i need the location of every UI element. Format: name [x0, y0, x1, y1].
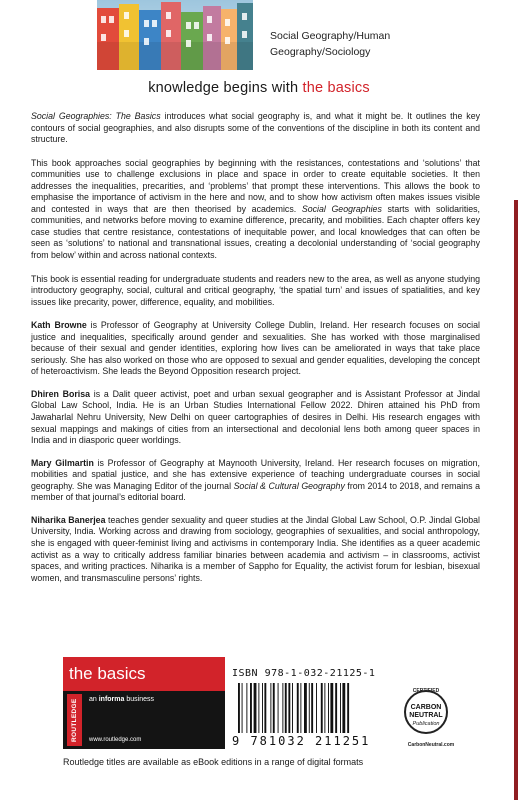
barcode-bar — [297, 683, 299, 733]
barcode-bar — [258, 683, 259, 733]
informa-brand: informa — [98, 696, 125, 703]
barcode-bar — [321, 683, 323, 733]
series-badge: the basics — [63, 657, 225, 691]
badge-top-text: CERTIFIED — [412, 688, 440, 694]
barcode-bar — [330, 683, 333, 733]
tagline-accent: the basics — [302, 80, 370, 96]
description-text: This book approaches social geographies by beginning with the resistances, contestations and ‘solutions’ that communities use to challenge exclusions in place and space in order to create equitable societies. It then addresses the inequalities, precarities, and ‘problems’ that prompt these interventions. This allows the book to emphasise the importance of activism in the here and now, and to show how activism often makes issues visible and contested in ways that are then theorised by academics. — [31, 157, 480, 214]
barcode-bar — [282, 683, 283, 733]
author-name: Niharika Banerjea — [31, 514, 106, 525]
barcode-bar — [254, 683, 257, 733]
barcode-bar — [342, 683, 345, 733]
barcode-bar — [300, 683, 301, 733]
barcode-bar — [340, 683, 341, 733]
routledge-logo: ROUTLEDGE — [67, 694, 82, 746]
barcode-bar — [273, 683, 275, 733]
blurb-body — [31, 111, 480, 595]
author-name: Kath Browne — [31, 320, 87, 331]
author-bio-text: is Professor of Geography at University College Dublin, Ireland. Her research focuses on social justice and inequalities, specifically around gender and sexualities. She has worked with those marginalised because of their sexual and gender identities, exploring how lives can be ameliorated in ways that take place seriously. She has also worked on those who are opposed to sexual and gender equalities, developing the concept of heteroactivism. She leads the Beyond Opposition research project. — [31, 320, 480, 377]
author-bio — [31, 515, 480, 584]
author-bio-text: teaches gender sexuality and queer studies at the Jindal Global Law School, O.P. Jindal Global University, India. Working across and drawing from sociology, geographies of sexualities, and social anthropology, she is engaged with queer-feminist living and activisms in contemporary India. She identifies as a queer academic activist as a way to critically address familiar binaries between academia and activism – in classrooms, activist spaces, and writing practices. Niharika is a member of Sappho for Equality, the activist forum for lesbian, bisexual women, and transmasculine persons’ rights. — [31, 514, 480, 583]
description-text: starts with solidarities, communities, and networks before moving to examine difference, precarity, and mobilities. Each chapter offers key case studies that centre resistance, contestations of inequitable power, and local knowledges that can often be seen as ‘solutions’ to national and transnational issues, creating a decolonial understanding of ‘social geography from below’ within and across national contexts. — [31, 203, 480, 261]
author-bio — [31, 389, 480, 447]
barcode-digits: 9 781032 211251 — [232, 734, 371, 748]
barcode-bar — [288, 683, 290, 733]
barcode-bar — [264, 683, 266, 733]
barcode-bar — [278, 683, 279, 733]
author-bio — [31, 458, 480, 504]
barcode-bar — [311, 683, 313, 733]
series-tagline — [0, 80, 518, 96]
subject-category: Social Geography/Human Geography/Sociology — [270, 30, 391, 58]
barcode-bar — [270, 683, 271, 733]
isbn-barcode-block — [228, 657, 390, 749]
barcode-bar — [262, 683, 263, 733]
tagline-prefix: knowledge begins with — [148, 80, 303, 96]
badge-main-text: CARBON NEUTRAL — [409, 704, 443, 719]
badge-sub-text: Publication — [412, 721, 440, 727]
barcode-bar — [285, 683, 287, 733]
author-name: Dhiren Borisa — [31, 388, 91, 399]
publisher-url: www.routledge.com — [89, 737, 142, 743]
author-bio-text: from 2014 to 2018, and remains a member of that journal’s editorial board. — [31, 480, 480, 503]
journal-title: Social & Cultural Geography — [233, 480, 345, 491]
book-title: Social Geographies — [301, 203, 382, 214]
informa-text: an — [89, 696, 99, 703]
ebook-availability: Routledge titles are available as eBook editions in a range of digital formats — [63, 757, 364, 767]
description-text: introduces what social geography is, and what it might be. It outlines the key contours of social geographies, and also disrupts some of the conventions of the discipline in both its content and structure. — [31, 111, 480, 145]
author-name: Mary Gilmartin — [31, 457, 94, 468]
barcode-bar — [347, 683, 349, 733]
author-bio — [31, 320, 480, 378]
barcode-bar — [246, 683, 247, 733]
barcode-bar — [238, 683, 240, 733]
cover-photo-colorful-houses — [97, 0, 253, 70]
informa-text: business — [124, 696, 154, 703]
informa-line — [89, 696, 154, 703]
book-title: Social Geographies: The Basics — [31, 111, 161, 121]
audience-paragraph: This book is essential reading for undergraduate students and readers new to the area, as well as anyone studying introductory geography, social, cultural and critical geography, ‘the spatial turn’ and issues of spatialities, and key issues like precarity, power, difference, equality, and mobilities. — [31, 273, 480, 307]
description-paragraph — [31, 158, 480, 262]
author-bio-text: is Professor of Geography at Maynooth University, Ireland. Her research focuses on migration, mobilities and spatial justice, and she has extensive experience of teaching undergraduate courses in social geography. She was Managing Editor of the journal — [31, 457, 480, 491]
barcode-bar — [304, 683, 307, 733]
isbn-label: ISBN 978-1-032-21125-1 — [232, 668, 376, 679]
barcode-bar — [309, 683, 310, 733]
publisher-block — [63, 657, 225, 749]
barcode-bar — [316, 683, 317, 733]
author-bio-text: is a Dalit queer activist, poet and urban sexual geographer and is Assistant Professor at Jindal Global Law School, India. He is an Urban Studies International Fellow 2022. Dhiren attained his PhD from Jawaharlal Nehru University, New Delhi on queer cartographies of desires in Delhi. His research engages with sexual mappings and makings of cities from an intersectional and decolonial lens both among queer spaces in India and in diasporic queer worldings. — [31, 388, 480, 446]
barcode-bar — [250, 683, 252, 733]
barcode-bar — [292, 683, 293, 733]
carbon-neutral-badge — [400, 690, 462, 752]
barcode-bar — [242, 683, 243, 733]
barcode-bar — [335, 683, 337, 733]
description-paragraph — [31, 111, 480, 146]
barcode-bar — [328, 683, 329, 733]
barcode — [238, 683, 383, 733]
barcode-bar — [324, 683, 325, 733]
badge-url: CarbonNeutral.com — [407, 742, 455, 748]
spine-edge — [514, 200, 518, 800]
